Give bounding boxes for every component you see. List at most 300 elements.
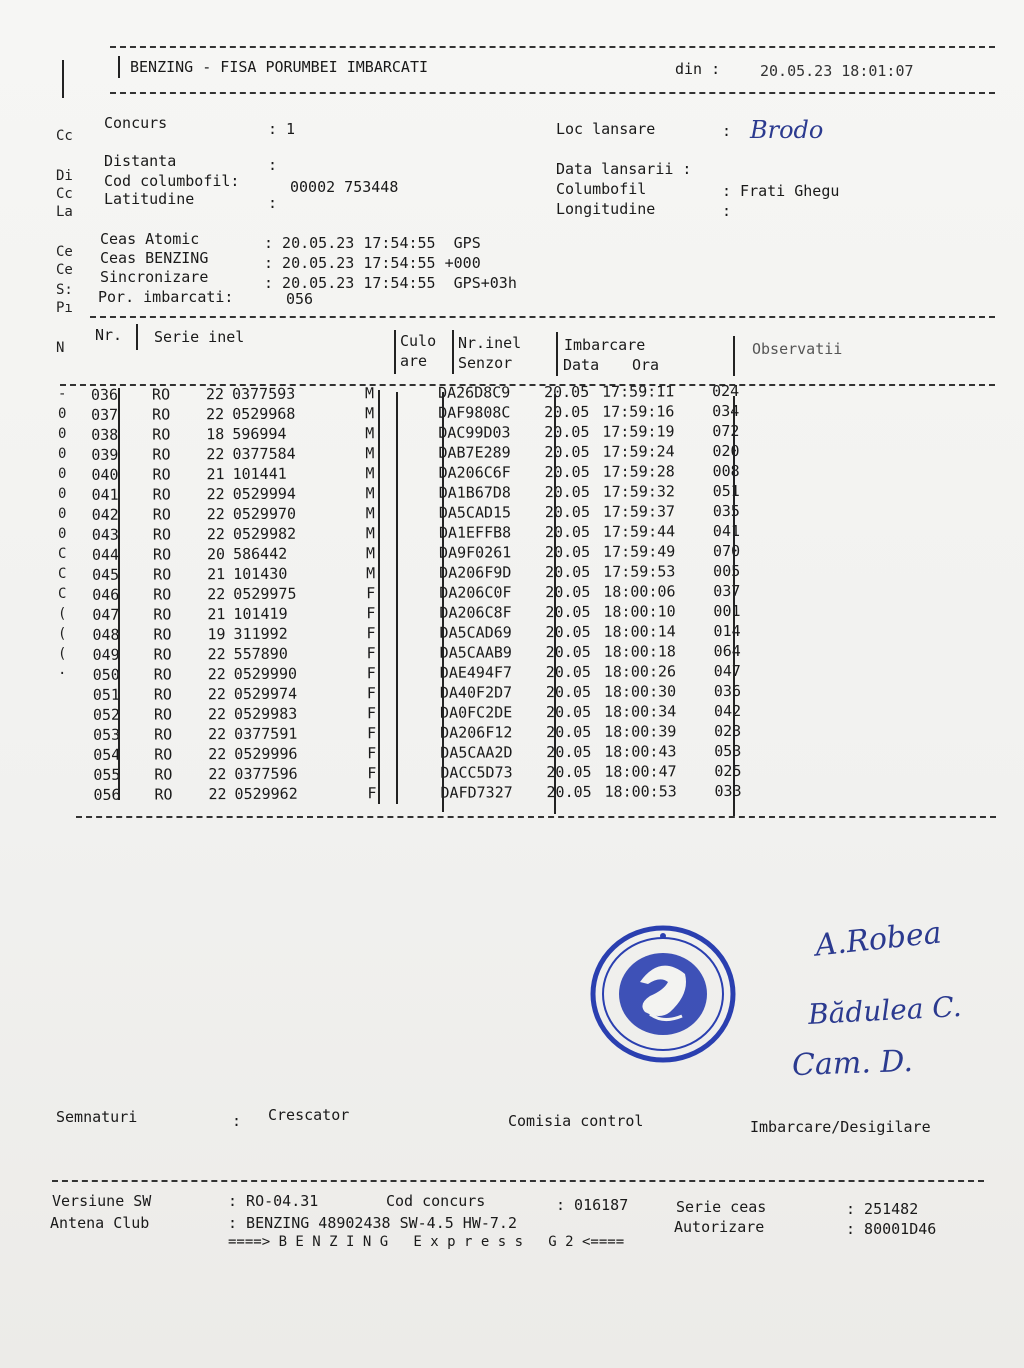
cut-text-2: Di: [56, 168, 73, 184]
cell-data: 20.05: [546, 722, 592, 742]
cell-spacer: [536, 442, 544, 462]
cell-spacer: [374, 383, 436, 403]
cell-inel: 0529970: [232, 504, 297, 524]
cell-spacer: [374, 443, 436, 463]
cell-tara: RO: [153, 585, 172, 604]
cell-spacer: [120, 685, 138, 705]
cell-senzor: DA5CAA2D: [440, 743, 513, 762]
cell-ora: 18:00:26: [603, 662, 677, 681]
cell-spacer: [376, 683, 438, 703]
versiune-sw-label: Versiune SW: [52, 1192, 152, 1210]
cell-inel: 0529996: [234, 744, 298, 764]
header-top-rule: [110, 46, 995, 48]
cell-ora: 17:59:37: [602, 502, 676, 521]
cell-senzor: DAB7E289: [438, 443, 511, 462]
col-serie-header: Serie inel: [154, 328, 245, 346]
rows-sep-2: [378, 390, 380, 804]
cell-ora: 18:00:10: [603, 602, 676, 621]
cell-sex: F: [367, 744, 377, 763]
cell-spacer: [536, 402, 544, 422]
col-nrinel-header: Nr.inel: [458, 334, 522, 352]
cell-spacer: [120, 645, 138, 665]
cell-ora: 18:00:30: [603, 682, 677, 701]
cell-ora: 18:00:34: [603, 702, 677, 721]
cell-senzor: DAC99D03: [438, 423, 511, 442]
cell-ora: 17:59:32: [602, 482, 675, 501]
cell-tara: RO: [152, 525, 172, 544]
cod-concurs-value: : 016187: [556, 1196, 629, 1214]
cell-inel: 586442: [232, 544, 288, 564]
cell-nr: 056: [93, 785, 121, 804]
col-culo-header-2: are: [400, 352, 428, 370]
ceas-atomic-value: : 20.05.23 17:54:55 GPS: [264, 234, 481, 252]
distanta-label: Distanta: [104, 152, 177, 170]
autorizare-label: Autorizare: [674, 1218, 765, 1236]
cell-sex: F: [366, 624, 376, 643]
cell-tara: RO: [152, 485, 171, 504]
cell-ora: 17:59:11: [601, 382, 675, 401]
signature-1: A.Robea: [813, 915, 944, 964]
rows-sep-1: [118, 388, 120, 800]
cell-inel: 0529968: [232, 404, 296, 424]
columbofil-label: Columbofil: [556, 180, 647, 198]
cell-senzor: DA0FC2DE: [439, 703, 513, 722]
cell-obs: 041: [712, 521, 741, 541]
cell-an: 21: [206, 465, 225, 484]
cell-spacer: [537, 482, 545, 502]
latitudine-label: Latitudine: [104, 190, 195, 208]
cell-inel: 0377593: [232, 384, 296, 404]
cell-ora: 17:59:19: [602, 422, 675, 441]
cell-tara: RO: [151, 385, 171, 404]
cell-spacer: [375, 503, 437, 523]
cell-spacer: [119, 605, 137, 625]
cell-nr: 039: [91, 445, 119, 464]
data-lansarii-label: Data lansarii :: [556, 160, 692, 178]
cell-obs: 001: [713, 601, 741, 621]
cell-an: 22: [208, 725, 227, 744]
col-sep-4: [556, 332, 558, 376]
cell-obs: 020: [712, 441, 740, 461]
cut-row-marks: - 0 0 0 0 0 0 0 C C C ( ( ( ·: [58, 386, 67, 682]
cell-obs: 042: [713, 701, 742, 721]
cell-spacer: [376, 663, 438, 683]
longitudine-label: Longitudine: [556, 200, 656, 218]
distanta-sep: :: [268, 156, 278, 174]
cell-data: 20.05: [544, 402, 590, 422]
cell-data: 20.05: [545, 602, 591, 622]
crescator-label: Crescator: [268, 1106, 350, 1124]
cell-nr: 054: [93, 745, 121, 764]
cell-spacer: [120, 785, 138, 805]
cell-spacer: [538, 642, 546, 662]
sincronizare-label: Sincronizare: [100, 268, 209, 286]
cell-spacer: [120, 765, 138, 785]
cell-inel: 0529982: [232, 524, 297, 544]
cell-inel: 0377596: [234, 764, 298, 784]
imbarcare-desigilare-label: Imbarcare/Desigilare: [750, 1118, 931, 1136]
cell-obs: 034: [712, 401, 740, 421]
cell-an: 22: [206, 445, 225, 464]
cell-tara: RO: [154, 725, 173, 744]
cell-senzor: DA206F9D: [439, 563, 512, 582]
cell-sex: F: [366, 664, 376, 683]
cod-concurs-label: Cod concurs: [386, 1192, 486, 1210]
cell-inel: 0529990: [233, 664, 298, 684]
cell-data: 20.05: [545, 642, 591, 662]
cut-text-3: Cc: [56, 186, 73, 202]
cell-spacer: [538, 682, 546, 702]
cell-an: 22: [208, 745, 227, 764]
cell-spacer: [120, 705, 138, 725]
cell-inel: 0529983: [233, 704, 298, 724]
cell-tara: RO: [152, 445, 171, 464]
cell-obs: 025: [714, 761, 742, 781]
cell-obs: 014: [713, 621, 741, 641]
cell-an: 19: [207, 625, 226, 644]
cell-nr: 047: [92, 605, 120, 624]
cell-spacer: [118, 465, 136, 485]
sincronizare-value: : 20.05.23 17:54:55 GPS+03h: [264, 274, 517, 292]
cell-tara: RO: [154, 765, 173, 784]
cell-tara: RO: [152, 425, 171, 444]
benzing-express-brand: ====> B E N Z I N G E x p r e s s G 2 <====: [228, 1234, 625, 1250]
cell-spacer: [376, 743, 438, 763]
cell-senzor: DA206F12: [440, 723, 513, 742]
cell-spacer: [375, 563, 437, 583]
federation-stamp: [590, 924, 736, 1064]
cell-ora: 17:59:16: [602, 402, 675, 421]
por-imbarcati-label: Por. imbarcati:: [98, 288, 234, 306]
concurs-label: Concurs: [104, 114, 168, 132]
cell-spacer: [375, 483, 437, 503]
cell-an: 22: [205, 385, 225, 404]
cell-data: 20.05: [544, 522, 591, 542]
cell-sex: F: [366, 704, 377, 723]
footer-top-rule: [52, 1180, 984, 1182]
cell-obs: 005: [713, 561, 741, 581]
cell-obs: 064: [713, 641, 741, 661]
cell-nr: 045: [92, 565, 120, 584]
cell-ora: 17:59:53: [603, 562, 676, 581]
cell-an: 22: [207, 685, 226, 704]
cell-obs: 051: [712, 481, 740, 501]
cut-text-7: S:: [56, 282, 73, 298]
cell-sex: M: [365, 424, 375, 443]
cell-sex: M: [366, 564, 376, 583]
cell-an: 20: [206, 545, 226, 564]
pigeon-table: [74, 381, 755, 805]
cell-an: 21: [207, 565, 226, 584]
loc-lansare-label: Loc lansare: [556, 120, 656, 138]
col-sep-1: [136, 324, 138, 350]
cell-spacer: [376, 723, 438, 743]
cell-obs: 008: [712, 461, 740, 481]
cell-an: 22: [207, 645, 226, 664]
cell-nr: 050: [92, 665, 120, 684]
cell-ora: 18:00:43: [604, 742, 677, 761]
ceas-benzing-value: : 20.05.23 17:54:55 +000: [264, 254, 481, 272]
col-sep-5: [733, 336, 735, 376]
page-title: BENZING - FISA PORUMBEI IMBARCATI: [130, 58, 429, 76]
rows-sep-6: [733, 396, 735, 816]
cell-senzor: DA26D8C9: [437, 383, 511, 402]
cell-spacer: [376, 703, 438, 723]
cell-ora: 18:00:53: [604, 782, 677, 801]
cell-spacer: [375, 583, 437, 603]
cell-data: 20.05: [546, 742, 592, 762]
rows-sep-4: [442, 392, 444, 812]
cell-spacer: [118, 385, 136, 405]
cell-spacer: [119, 585, 137, 605]
cell-sex: F: [366, 584, 376, 603]
cell-ora: 18:00:14: [603, 622, 676, 641]
antena-club-label: Antena Club: [50, 1214, 150, 1232]
cell-inel: 557890: [233, 644, 288, 664]
cell-spacer: [118, 425, 136, 445]
cell-senzor: DA206C8F: [439, 603, 512, 622]
semnaturi-sep: :: [232, 1112, 242, 1130]
rows-sep-3: [396, 392, 398, 804]
cell-tara: RO: [153, 665, 172, 684]
cell-spacer: [374, 403, 436, 423]
cell-spacer: [537, 582, 545, 602]
cell-spacer: [536, 462, 544, 482]
cell-tara: RO: [152, 405, 171, 424]
antena-club-value: : BENZING 48902438 SW-4.5 HW-7.2: [228, 1214, 517, 1232]
cell-data: 20.05: [543, 382, 590, 402]
col-sep-3: [452, 330, 454, 374]
cell-an: 22: [207, 665, 226, 684]
cod-columbofil-label: Cod columbofil:: [104, 172, 240, 190]
cell-data: 20.05: [544, 442, 590, 462]
cell-an: 22: [207, 705, 227, 724]
signature-3: Cam. D.: [791, 1043, 914, 1084]
cell-obs: 037: [713, 581, 741, 601]
ceas-atomic-label: Ceas Atomic: [100, 230, 200, 248]
col-culo-header: Culo: [400, 332, 437, 350]
cell-spacer: [537, 622, 545, 642]
cell-obs: 024: [711, 381, 740, 401]
cell-inel: 311992: [233, 624, 288, 644]
cell-spacer: [536, 382, 544, 402]
cell-an: 22: [206, 525, 225, 544]
cell-sex: M: [364, 384, 375, 403]
signature-2: Bădulea C.: [807, 990, 963, 1031]
cell-spacer: [537, 522, 545, 542]
comisia-control-label: Comisia control: [508, 1112, 644, 1130]
cell-data: 20.05: [545, 622, 591, 642]
cell-data: 20.05: [544, 462, 590, 482]
cell-an: 22: [206, 405, 225, 424]
cell-data: 20.05: [544, 422, 590, 442]
cell-tara: RO: [152, 505, 171, 524]
cell-an: 18: [206, 425, 225, 444]
cell-senzor: DA1B67D8: [438, 483, 511, 502]
cell-data: 20.05: [546, 782, 592, 802]
cell-inel: 0377584: [232, 444, 296, 464]
cell-inel: 0529975: [233, 584, 297, 604]
cell-inel: 101441: [232, 464, 287, 484]
cell-tara: RO: [154, 745, 173, 764]
col-data-header: Data: [563, 356, 600, 374]
cell-tara: RO: [152, 465, 171, 484]
loc-lansare-sep: :: [722, 122, 732, 140]
date-label: din :: [675, 60, 721, 78]
cell-an: 22: [206, 505, 225, 524]
cell-spacer: [536, 422, 544, 442]
cell-obs: 023: [714, 721, 742, 741]
cell-obs: 036: [713, 681, 742, 701]
cut-text-4: La: [56, 204, 73, 220]
cell-senzor: DA9F0261: [438, 543, 512, 562]
cell-nr: 043: [91, 525, 119, 544]
cut-text-6: Ce: [56, 262, 73, 278]
cell-obs: 072: [712, 421, 740, 441]
cell-an: 22: [206, 485, 225, 504]
cell-inel: 596994: [232, 424, 287, 444]
cell-obs: 035: [712, 501, 740, 521]
cell-spacer: [538, 702, 546, 722]
cell-nr: 051: [92, 685, 120, 704]
cell-sex: M: [365, 464, 375, 483]
cell-obs: 053: [714, 741, 742, 761]
cell-senzor: DAFD7327: [440, 783, 513, 802]
cell-spacer: [120, 725, 138, 745]
cell-spacer: [537, 502, 545, 522]
cell-spacer: [119, 505, 137, 525]
cell-sex: M: [365, 544, 376, 563]
cell-spacer: [376, 643, 438, 663]
cell-sex: M: [365, 444, 375, 463]
cell-nr: 046: [92, 585, 120, 604]
cell-spacer: [537, 542, 545, 562]
cell-nr: 036: [90, 385, 119, 404]
cut-text-1: Cc: [56, 128, 73, 144]
date-value: 20.05.23 18:01:07: [760, 62, 914, 80]
cell-tara: RO: [153, 645, 172, 664]
por-imbarcati-value: 056: [286, 290, 314, 308]
cell-nr: 044: [91, 545, 120, 564]
header-bar: [118, 56, 120, 78]
serie-ceas-label: Serie ceas: [676, 1198, 767, 1216]
ceas-benzing-label: Ceas BENZING: [100, 249, 209, 267]
cell-data: 20.05: [544, 542, 591, 562]
cell-spacer: [538, 722, 546, 742]
col-observatii-header: Observatii: [752, 340, 843, 358]
cod-columbofil-value: 00002 753448: [290, 178, 399, 196]
cell-sex: F: [367, 784, 377, 803]
versiune-sw-value: : RO-04.31: [228, 1192, 319, 1210]
latitudine-sep: :: [268, 194, 278, 212]
cell-nr: 053: [92, 725, 121, 744]
cell-an: 21: [207, 605, 226, 624]
cell-senzor: DA1EFFB8: [438, 523, 512, 542]
cell-data: 20.05: [545, 582, 591, 602]
cell-senzor: DA206C0F: [439, 583, 512, 602]
cell-obs: 070: [712, 541, 741, 561]
margin-mark: [62, 60, 64, 98]
cell-ora: 17:59:28: [602, 462, 675, 481]
cell-spacer: [537, 602, 545, 622]
cell-data: 20.05: [545, 562, 591, 582]
cell-spacer: [375, 603, 437, 623]
autorizare-value: : 80001D46: [846, 1220, 937, 1238]
cell-senzor: DAF9808C: [438, 403, 511, 422]
cell-sex: F: [366, 684, 376, 703]
cell-inel: 0529994: [232, 484, 296, 504]
cell-spacer: [119, 625, 137, 645]
cell-tara: RO: [152, 545, 172, 564]
cell-spacer: [538, 762, 546, 782]
longitudine-sep: :: [722, 202, 732, 220]
serie-ceas-value: : 251482: [846, 1200, 919, 1218]
cell-spacer: [118, 405, 136, 425]
cell-inel: 101419: [233, 604, 288, 624]
cut-text-5: Ce: [56, 244, 73, 260]
cell-data: 20.05: [546, 762, 592, 782]
cell-spacer: [376, 783, 438, 803]
table-top-rule: [90, 316, 995, 318]
cell-ora: 17:59:24: [602, 442, 675, 461]
col-imbarcare-header: Imbarcare: [564, 336, 646, 354]
cell-spacer: [119, 525, 137, 545]
col-sep-2: [394, 330, 396, 374]
cell-spacer: [375, 543, 437, 563]
cell-spacer: [538, 782, 546, 802]
header-bottom-rule: [110, 92, 995, 94]
cell-obs: 047: [713, 661, 741, 681]
cell-tara: RO: [153, 605, 172, 624]
cell-sex: F: [366, 644, 376, 663]
cell-data: 20.05: [545, 702, 592, 722]
cell-senzor: DA40F2D7: [439, 683, 513, 702]
cell-ora: 18:00:39: [604, 722, 677, 741]
loc-lansare-value: Brodo: [750, 116, 824, 144]
cell-tara: RO: [153, 685, 172, 704]
cell-data: 20.05: [544, 502, 590, 522]
cell-spacer: [376, 763, 438, 783]
cell-nr: 048: [92, 625, 120, 644]
rows-sep-5: [554, 394, 556, 814]
cell-ora: 18:00:06: [603, 582, 676, 601]
cell-nr: 049: [92, 645, 120, 664]
cell-an: 22: [208, 765, 227, 784]
cell-spacer: [120, 665, 138, 685]
cell-spacer: [537, 562, 545, 582]
cell-nr: 038: [91, 425, 119, 444]
col-nr-header: Nr.: [95, 326, 123, 344]
cell-ora: 17:59:44: [602, 522, 676, 541]
cell-nr: 042: [91, 505, 119, 524]
cut-text-9: N: [56, 340, 65, 356]
cell-sex: M: [365, 484, 375, 503]
cell-obs: 033: [714, 781, 742, 801]
cell-spacer: [374, 463, 436, 483]
cell-data: 20.05: [545, 662, 591, 682]
cell-sex: M: [365, 504, 375, 523]
cell-tara: RO: [153, 565, 172, 584]
cell-ora: 18:00:18: [603, 642, 676, 661]
cell-sex: F: [367, 724, 377, 743]
cell-senzor: DA5CAAB9: [439, 643, 512, 662]
cell-spacer: [538, 742, 546, 762]
cell-spacer: [119, 565, 137, 585]
cell-inel: 0529974: [233, 684, 298, 704]
col-nrinel-header-2: Senzor: [458, 354, 513, 372]
cell-sex: F: [367, 764, 377, 783]
cell-senzor: DA5CAD15: [438, 503, 512, 522]
